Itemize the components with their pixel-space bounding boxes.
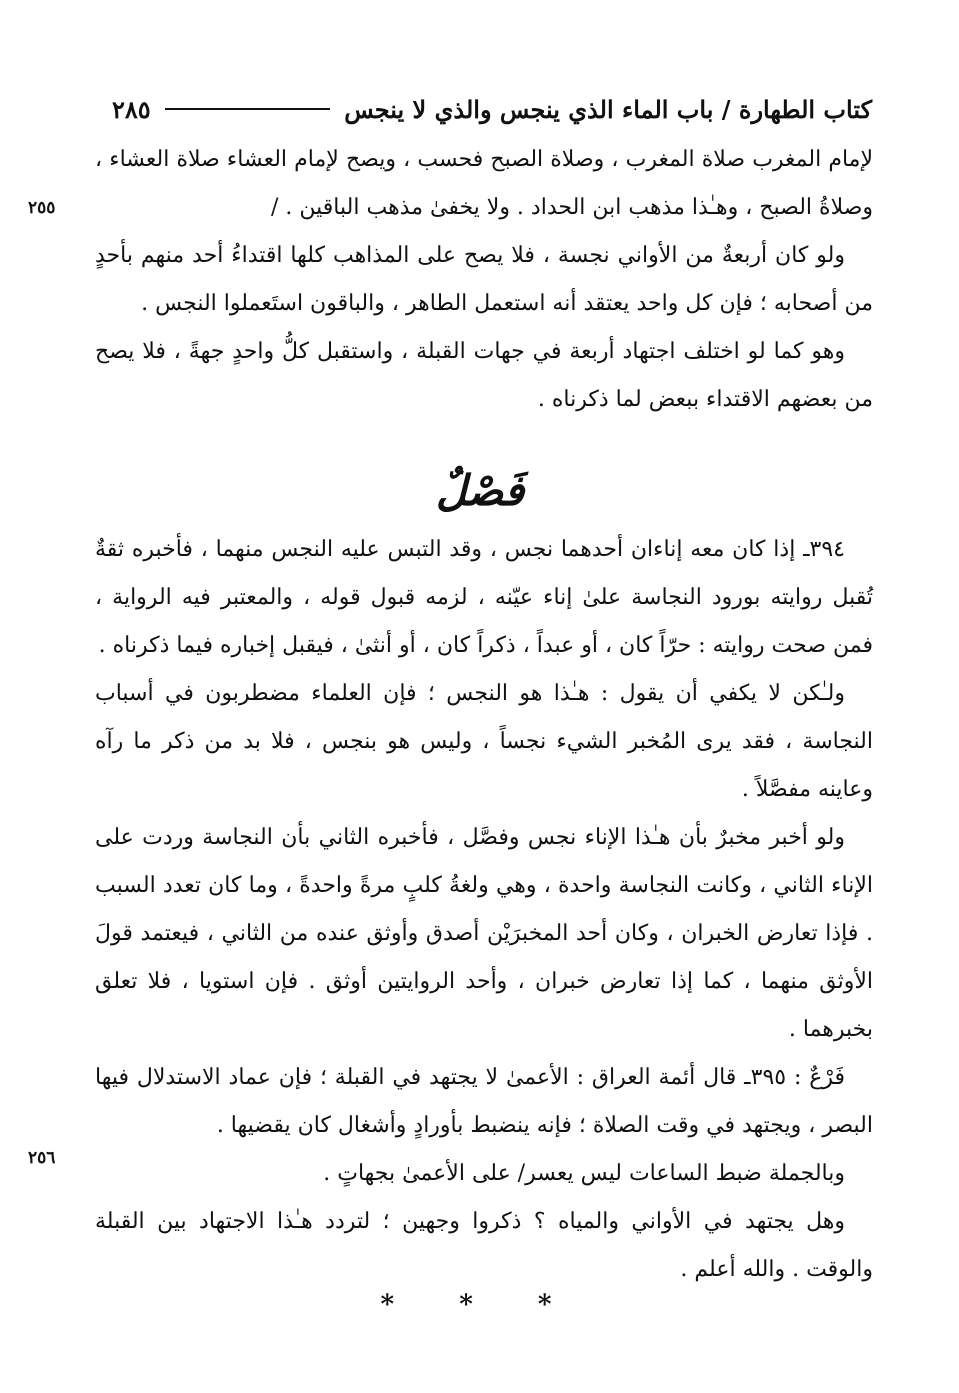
paragraph-two-informants: ولو أخبر مخبرٌ بأن هـٰذا الإناء نجس وفصَّل ، فأخبره الثاني بأن النجاسة وردت على الإناء الثاني ، وكانت النجاسة واحدة ، وهي ولغةُ كلبٍ مرةً واحدةً ، وما كان تعدد السبب . فإذا تعارض الخبران ، وكان أحد المخبرَيْن أصدق وأوثق عنده من الثاني ، فيعتمد قولَ الأوثق منهما ، كما إذا تعارض خبران ، وأحد الروايتين أوثق . فإن استويا ، فلا تعلق بخبرهما . xyxy=(95,825,873,1042)
paragraph-not-sufficient: ولـٰكن لا يكفي أن يقول : هـٰذا هو النجس ؛ فإن العلماء مضطربون في أسباب النجاسة ، فقد يرى المُخبر الشيء نجساً ، وليس هو بنجس ، فلا بد من ذكر ما رآه وعاينه مفصَّلاً . xyxy=(95,681,873,802)
paragraph-395-far: فَرْعٌ : ٣٩٥ـ قال أئمة العراق : الأعمىٰ لا يجتهد في القبلة ؛ فإن عماد الاستدلال فيها البصر ، ويجتهد في وقت الصلاة ؛ فإنه ينضبط بأورادٍ وأشغال كان يقضيها . xyxy=(95,1065,873,1138)
header-title: كتاب الطهارة / باب الماء الذي ينجس والذي لا ينجس xyxy=(344,94,872,124)
paragraph-qibla-analogy: وهو كما لو اختلف اجتهاد أربعة في جهات القبلة ، واستقبل كلُّ واحدٍ جهةً ، فلا يصح من بعضهم الاقتداء ببعض لما ذكرناه . xyxy=(95,339,873,412)
margin-page-reference-2: ٢٥٦ xyxy=(28,1148,56,1168)
running-header xyxy=(112,92,872,126)
paragraph-four-vessels: ولو كان أربعةٌ من الأواني نجسة ، فلا يصح على المذاهب كلها اقتداءُ أحد منهم بأحدٍ من أصحابه ؛ فإن كل واحد يعتقد أنه استعمل الطاهر ، والباقون استَعملوا النجس . xyxy=(95,243,873,316)
closing-ornament-stars: * * * xyxy=(380,1290,580,1320)
paragraph-394: ٣٩٤ـ إذا كان معه إناءان أحدهما نجس ، وقد التبس عليه النجس منهما ، فأخبره ثقةٌ تُقبل روايته بورود النجاسة علىٰ إناء عيّنه ، لزمه قبول قوله ، والمعتبر فيه الرواية ، فمن صحت روايته : حرّاً كان ، أو عبداً ، ذكراً كان ، أو أنثىٰ ، فيقبل إخباره فيما ذكرناه . xyxy=(95,537,873,658)
page-number: ٢٨٥ xyxy=(112,94,151,124)
section-heading-fasl: فَصْلٌ xyxy=(435,465,525,515)
bottom-text-section xyxy=(95,526,873,1294)
paragraph-time-keeping: وبالجملة ضبط الساعات ليس يعسر/ على الأعمىٰ بجهاتٍ . xyxy=(323,1161,845,1186)
margin-page-reference-1: ٢٥٥ xyxy=(28,198,56,218)
paragraph-vessels-and-water: وهل يجتهد في الأواني والمياه ؟ ذكروا وجهين ؛ لتردد هـٰذا الاجتهاد بين القبلة والوقت . والله أعلم . xyxy=(95,1209,873,1282)
paragraph-continuation: لإمام المغرب صلاة المغرب ، وصلاة الصبح فحسب ، ويصح لإمام العشاء صلاة العشاء ، وصلاةُ الصبح ، وهـٰذا مذهب ابن الحداد . ولا يخفىٰ مذهب الباقين . / xyxy=(95,147,873,220)
header-rule xyxy=(165,108,331,110)
top-text-section xyxy=(95,136,873,424)
